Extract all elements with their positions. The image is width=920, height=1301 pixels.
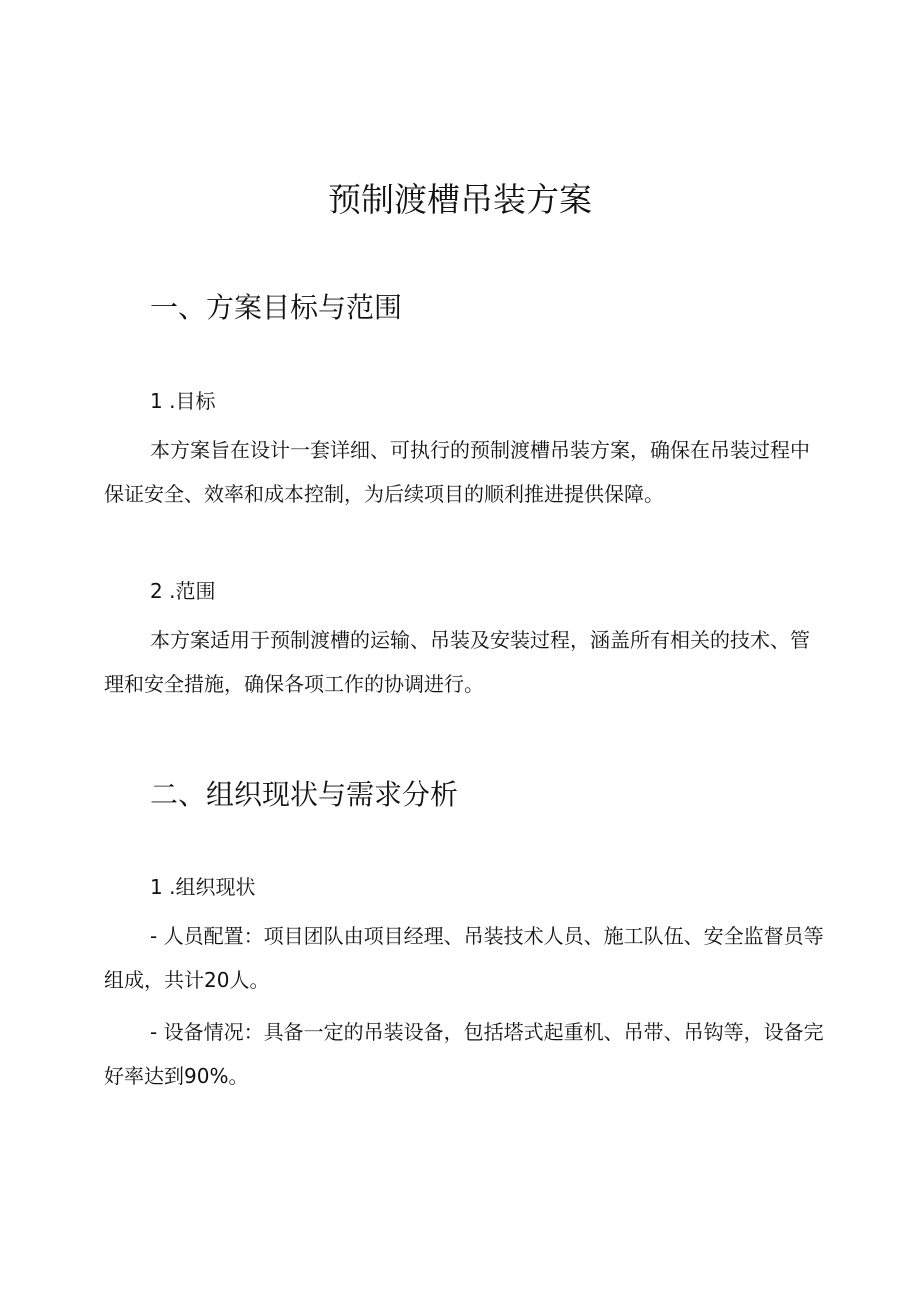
paragraph-scope: 本方案适用于预制渡槽的运输、吊装及安装过程，涵盖所有相关的技术、管理和安全措施，确保各项工作的协调进行。 xyxy=(104,628,810,696)
subsection-heading-scope: 2 .范围 xyxy=(150,579,216,603)
subsection-heading-org-status: 1 .组织现状 xyxy=(150,875,256,899)
list-item-staffing: - 人员配置：项目团队由项目经理、吊装技术人员、施工队伍、安全监督员等组成，共计20人。 xyxy=(104,924,824,992)
section-heading-1: 一、方案目标与范围 xyxy=(150,291,403,324)
paragraph-goal: 本方案旨在设计一套详细、可执行的预制渡槽吊装方案，确保在吊装过程中保证安全、效率和成本控制，为后续项目的顺利推进提供保障。 xyxy=(104,438,810,506)
document-title: 预制渡槽吊装方案 xyxy=(328,180,592,219)
subsection-heading-goal: 1 .目标 xyxy=(150,389,216,413)
list-item-equipment: - 设备情况：具备一定的吊装设备，包括塔式起重机、吊带、吊钩等，设备完好率达到90%。 xyxy=(104,1020,824,1088)
section-heading-2: 二、组织现状与需求分析 xyxy=(150,778,459,811)
